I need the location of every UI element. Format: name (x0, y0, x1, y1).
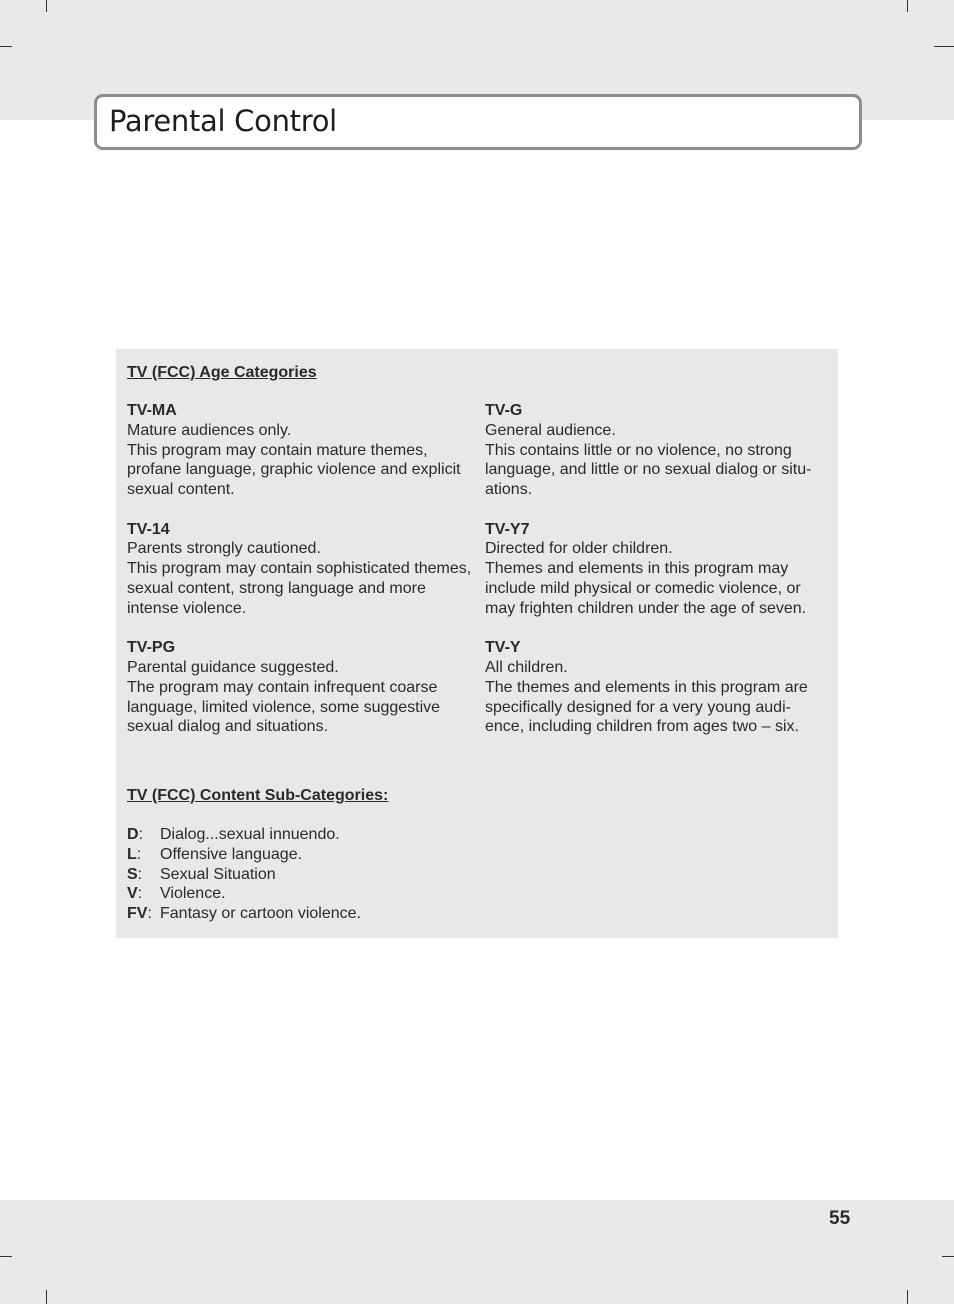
ratings-column-right (485, 401, 830, 757)
list-item: L: Offensive language. (127, 845, 303, 863)
rating-description: This program may contain mature themes, profane language, graphic violence and explicit sexual content. (127, 441, 461, 499)
rating-tv-y (485, 638, 830, 737)
crop-mark (0, 1256, 12, 1257)
crop-mark (0, 46, 12, 47)
rating-summary: Parents strongly cautioned. (127, 540, 321, 558)
bottom-band (0, 1200, 954, 1304)
rating-summary: General audience. (485, 421, 616, 439)
crop-mark (46, 1290, 47, 1304)
rating-code: TV-G (485, 402, 523, 419)
subcategory-text: Violence. (160, 885, 226, 903)
rating-summary: All children. (485, 658, 568, 676)
subcategory-key: S (127, 865, 138, 883)
rating-tv-ma (127, 401, 472, 500)
subcategory-text: Sexual Situation (160, 865, 276, 883)
rating-tv-y7 (485, 520, 830, 619)
subcategory-key: L (127, 845, 137, 863)
crop-mark (907, 1290, 908, 1304)
age-categories-heading: TV (FCC) Age Categories (127, 364, 317, 381)
list-item: V: Violence. (127, 885, 226, 903)
content-subcategories-heading: TV (FCC) Content Sub-Categories: (127, 787, 389, 804)
subcategory-key: V (127, 885, 138, 903)
subcategory-list (127, 825, 361, 924)
rating-summary: Parental guidance suggested. (127, 658, 339, 676)
rating-code: TV-PG (127, 639, 176, 657)
page-title: Parental Control (109, 104, 337, 138)
crop-mark (907, 0, 908, 12)
subcategory-text: Dialog...sexual innuendo. (160, 826, 340, 843)
rating-tv-g (485, 401, 830, 500)
crop-mark (46, 0, 47, 12)
list-item: FV: Fantasy or cartoon violence. (127, 905, 361, 923)
rating-summary: Directed for older children. (485, 540, 673, 558)
subcategory-text: Fantasy or cartoon violence. (160, 905, 361, 923)
rating-code: TV-14 (127, 520, 170, 538)
crop-mark (934, 46, 954, 47)
rating-tv-pg (127, 638, 472, 737)
rating-code: TV-Y7 (485, 520, 530, 538)
title-box (94, 94, 862, 150)
rating-description: This contains little or no violence, no strong language, and little or no sexual dialog or situ-ations. (485, 441, 812, 499)
list-item: S: Sexual Situation (127, 865, 276, 883)
rating-description: The program may contain infrequent coarse language, limited violence, some suggestive sexual dialog and situations. (127, 678, 441, 736)
crop-mark (942, 1256, 954, 1257)
rating-code: TV-Y (485, 639, 521, 657)
rating-code: TV-MA (127, 402, 177, 419)
subcategory-text: Offensive language. (160, 845, 303, 863)
subcategory-key: FV (127, 905, 148, 923)
subcategory-key: D (127, 826, 139, 843)
rating-summary: Mature audiences only. (127, 421, 292, 439)
ratings-column-left (127, 401, 472, 757)
rating-description: This program may contain sophisticated themes, sexual content, strong language and more intense violence. (127, 560, 472, 617)
ratings-panel (116, 349, 838, 938)
rating-description: The themes and elements in this program are specifically designed for a very young audi-ence, including children from ages two – six. (485, 678, 808, 736)
rating-description: Themes and elements in this program may include mild physical or comedic violence, or may frighten children under the age of seven. (485, 560, 807, 617)
page-number: 55 (829, 1208, 851, 1229)
rating-tv-14 (127, 520, 472, 619)
list-item: D: Dialog...sexual innuendo. (127, 826, 340, 843)
